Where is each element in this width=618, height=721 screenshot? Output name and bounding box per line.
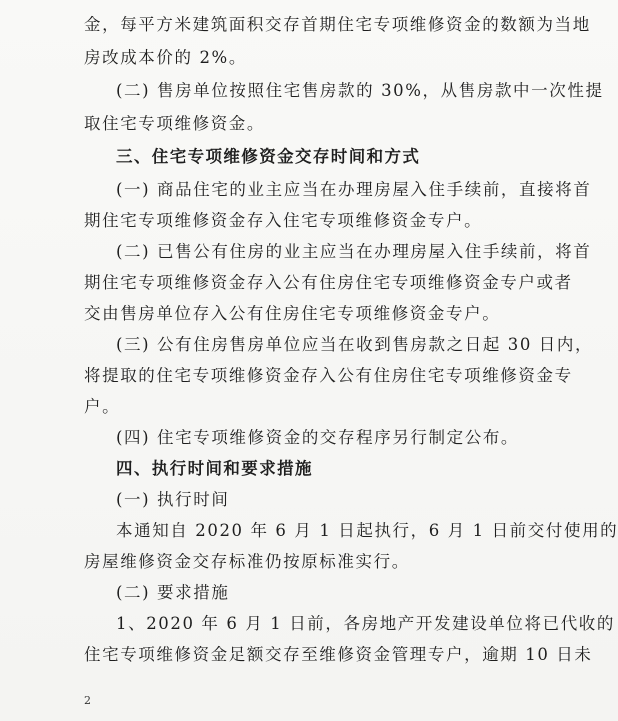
text-line: 1、2020 年 6 月 1 日前，各房地产开发建设单位将已代收的	[116, 614, 616, 633]
text-line: 户。	[84, 397, 121, 416]
text-line: (三) 公有住房售房单位应当在收到售房款之日起 30 日内，	[116, 335, 594, 354]
text-line: 房屋维修资金交存标准仍按原标准实行。	[84, 552, 410, 571]
text-line: 期住宅专项维修资金存入住宅专项维修资金专户。	[84, 211, 483, 230]
subsection-heading: (一) 执行时间	[116, 490, 230, 509]
text-line: 金，每平方米建筑面积交存首期住宅专项维修资金的数额为当地	[84, 15, 591, 34]
text-line: 住宅专项维修资金足额交存至维修资金管理专户，逾期 10 日未	[84, 645, 593, 664]
text-line: 取住宅专项维修资金。	[84, 114, 265, 133]
text-line: 房改成本价的 2%。	[84, 48, 247, 67]
text-line: (二) 已售公有住房的业主应当在办理房屋入住手续前，将首	[116, 242, 592, 261]
text-line: 本通知自 2020 年 6 月 1 日起执行，6 月 1 日前交付使用的	[116, 521, 618, 540]
text-line: (二) 售房单位按照住宅售房款的 30%，从售房款中一次性提	[116, 81, 604, 100]
text-line: (一) 商品住宅的业主应当在办理房屋入住手续前，直接将首	[116, 180, 592, 199]
text-line: (四) 住宅专项维修资金的交存程序另行制定公布。	[116, 428, 520, 447]
text-line: 交由售房单位存入公有住房住宅专项维修资金专户。	[84, 304, 501, 323]
page-number: 2	[84, 694, 91, 707]
text-line: 将提取的住宅专项维修资金存入公有住房住宅专项维修资金专	[84, 366, 573, 385]
section-heading: 三、住宅专项维修资金交存时间和方式	[116, 147, 421, 166]
text-line: 期住宅专项维修资金存入公有住房住宅专项维修资金专户或者	[84, 273, 573, 292]
subsection-heading: (二) 要求措施	[116, 583, 230, 602]
section-heading: 四、执行时间和要求措施	[116, 459, 313, 478]
